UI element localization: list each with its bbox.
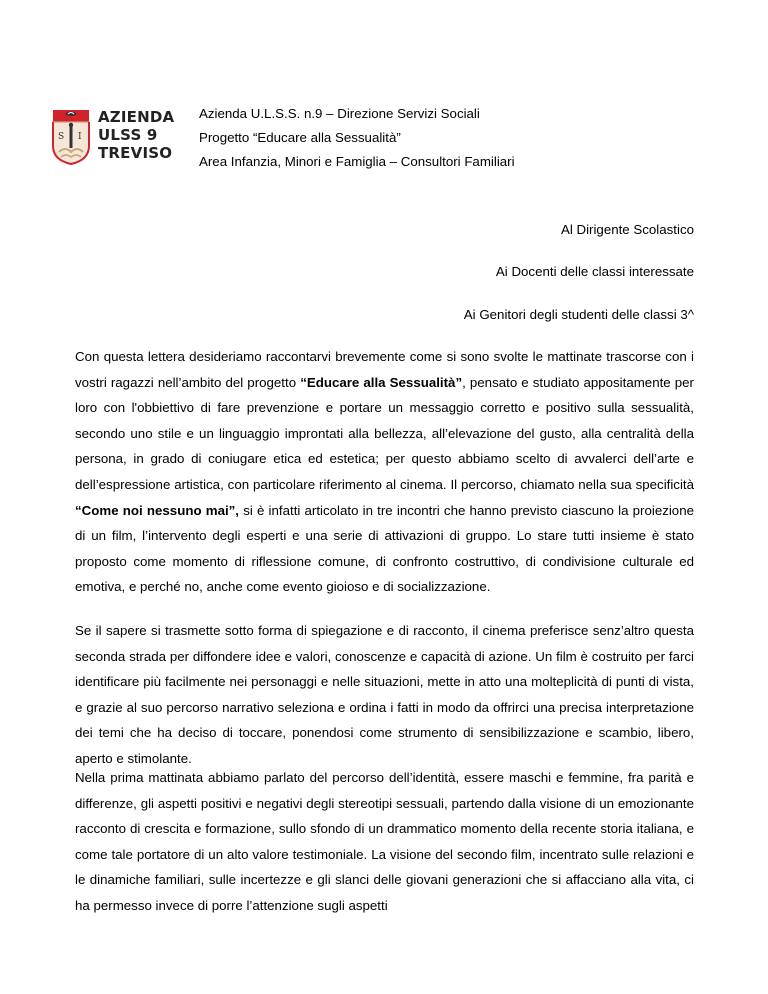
course-title: “Come noi nessuno mai”, bbox=[75, 502, 240, 518]
paragraph-1-text-a: Con questa lettera desideriamo raccontarvi brevemente come si sono svolte le mattinate trascorse con i vostri ragazzi nell’ambito del progetto bbox=[75, 349, 694, 390]
ulss-logo bbox=[51, 108, 181, 168]
svg-text:I: I bbox=[78, 132, 82, 142]
paragraph-1 bbox=[75, 344, 694, 600]
svg-text:S: S bbox=[58, 132, 65, 142]
letter-header bbox=[199, 102, 515, 174]
paragraph-3: Nella prima mattinata abbiamo parlato del percorso dell’identità, essere maschi e femmine, fra parità e differenze, gli aspetti positivi e negativi degli stereotipi sessuali, partendo dalla visione di un emozionante racconto di crescita e formazione, sullo sfondo di un drammatico momento della recente storia italiana, e come tale portatore di un alto valore testimoniale. La visione del secondo film, incentrato sulle relazioni e le dinamiche familiari, sulle incertezze e gli slanci delle giovani generazioni che si affacciano alla vita, ci ha permesso invece di porre l’attenzione sugli aspetti bbox=[75, 770, 694, 913]
recipient-genitori: Ai Genitori degli studenti delle classi 3^ bbox=[463, 307, 694, 322]
logo-wordmark bbox=[98, 108, 188, 162]
logo-line-2: ULSS 9 bbox=[98, 126, 158, 144]
header-line-2: Progetto “Educare alla Sessualità” bbox=[199, 130, 401, 145]
paragraph-2: Se il sapere si trasmette sotto forma di spiegazione e di racconto, il cinema preferisce senz’altro questa seconda strada per diffondere idee e valori, conoscenze e capacità di azione. Un film è costruito per farci identificare più facilmente nei personaggi e nelle situazioni, mette in atto una molteplicità di punti di vista, e grazie al suo percorso narrativo seleziona e ordina i fatti in modo da offrirci una precisa interpretazione dei temi che ha deciso di toccare, ponendosi come strumento di sensibilizzazione e scambio, libero, aperto e stimolante. bbox=[75, 623, 694, 766]
paragraph-1-text-b: , pensato e studiato appositamente per loro con l'obbiettivo di fare prevenzione e portare un messaggio corretto e positivo sulla sessualità, secondo uno stile e un linguaggio improntati alla bellezza, all’elevazione del gusto, alla centralità della persona, in grado di coniugare etica ed estetica; per questo abbiamo scelto di avvalerci dell’arte e dell’espressione artistica, con particolare riferimento al cinema. Il percorso, chiamato nella sua specificità bbox=[75, 374, 694, 492]
project-title: “Educare alla Sessualità” bbox=[300, 374, 463, 390]
logo-line-3: TREVISO bbox=[98, 144, 173, 162]
paragraph-1-text-c: si è infatti articolato in tre incontri che hanno previsto ciascuno la proiezione di un film, l’intervento degli esperti e una serie di attivazioni di gruppo. Lo stare tutti insieme è stato proposto come momento di riflessione comune, di confronto costruttivo, di condivisione culturale ed emotiva, e perché no, anche come evento gioioso e di socializzazione. bbox=[75, 502, 694, 595]
recipient-dirigente: Al Dirigente Scolastico bbox=[560, 222, 694, 237]
logo-line-1: AZIENDA bbox=[98, 108, 175, 126]
ulss-emblem-icon bbox=[51, 108, 91, 166]
recipient-docenti: Ai Docenti delle classi interessate bbox=[495, 264, 694, 279]
header-line-1: Azienda U.L.S.S. n.9 – Direzione Servizi Sociali bbox=[199, 106, 480, 121]
header-line-3: Area Infanzia, Minori e Famiglia – Consultori Familiari bbox=[199, 154, 515, 169]
